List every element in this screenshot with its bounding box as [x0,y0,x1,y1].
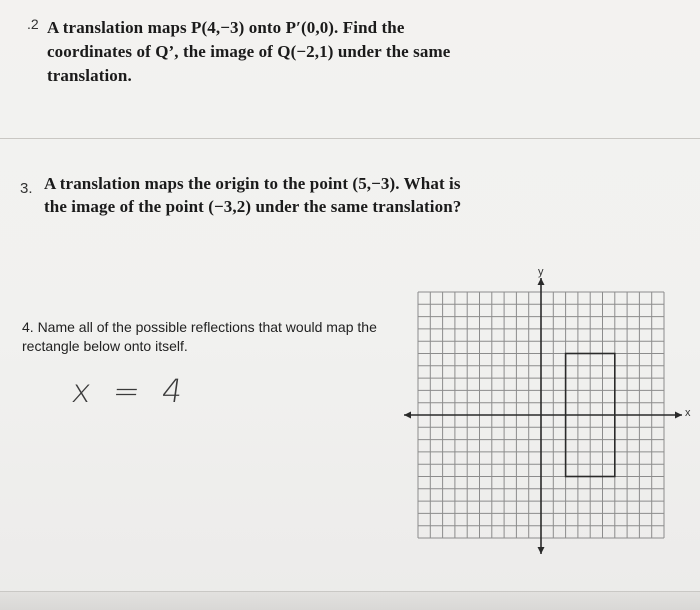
section-divider [0,138,700,139]
coordinate-grid [400,262,700,562]
page-bottom-edge [0,591,700,610]
problem-2-text: A translation maps P(4,−3) onto P′(0,0). Find the coordinates of Q’, the image of Q(−2,1) under the same translation. [47,18,451,85]
handwritten-answer: x = 4 [69,372,192,410]
coordinate-grid-svg [400,262,700,562]
x-axis-left-arrow [404,412,411,419]
y-axis-label: y [538,266,544,278]
problem-3-text: A translation maps the origin to the point (5,−3). What is the image of the point (−3,2) under the same translation? [44,174,462,216]
y-axis-down-arrow [538,547,545,554]
problem-4-text: 4. Name all of the possible reflections that would map the rectangle below onto itself. [22,319,377,354]
problem-3-number: 3. [20,180,33,197]
x-axis-label: x [685,407,691,419]
problem-2-number: .2 [27,16,39,32]
y-axis-up-arrow [538,278,545,285]
x-axis-right-arrow [675,412,682,419]
